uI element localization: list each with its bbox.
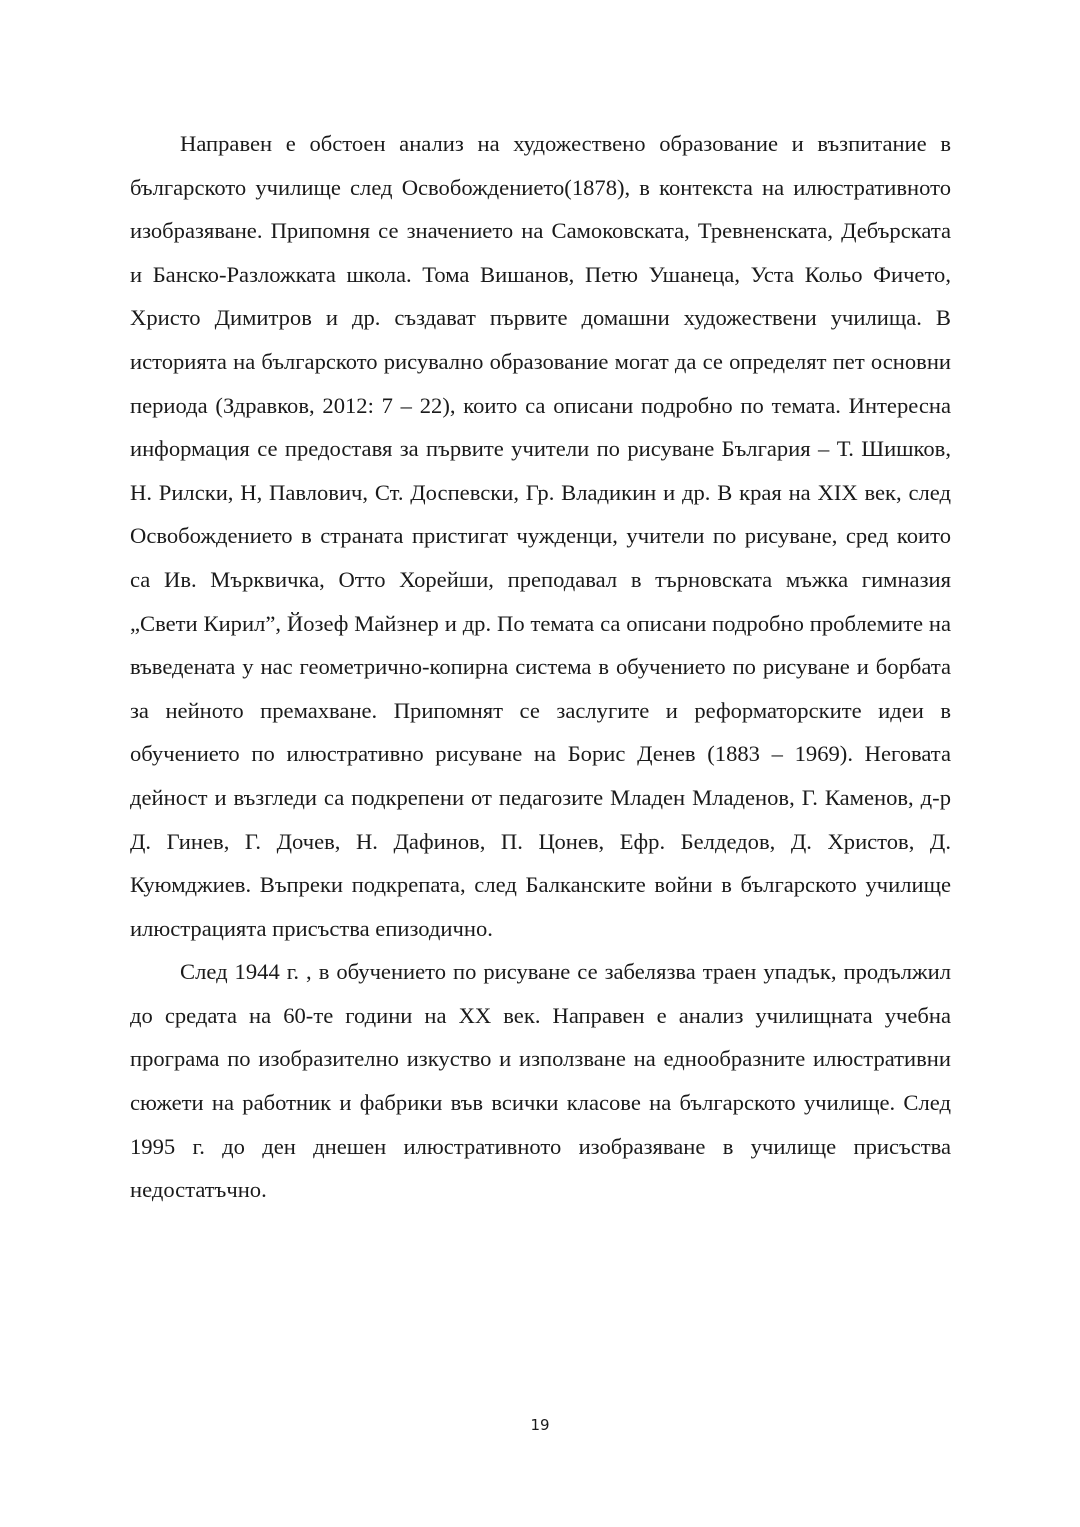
paragraph-1: Направен е обстоен анализ на художествено образование и възпитание в българското училище след Освобождението(1878), в контекста на илюстративното изобразяване. Припомня се значението на Самоковската, Тревненската, Дебърската и Банско-Разложката школа. Тома Вишанов, Петю Ушанеца, Уста Кольо Фичето, Христо Димитров и др. създават първите домашни художествени училища. В историята на българското рисувално образование могат да се определят пет основни периода (Здравков, 2012: 7 – 22), които са описани подробно по темата. Интересна информация се предоставя за първите учители по рисуване България – Т. Шишков, Н. Рилски, Н, Павлович, Ст. Доспевски, Гр. Владикин и др. В края на XIX век, след Освобождението в страната пристигат чужденци, учители по рисуване, сред които са Ив. Мърквичка, Отто Хорейши, преподавал в търновската мъжка гимназия „Свети Кирил”, Йозеф Майзнер и др. По темата са описани подробно проблемите на въведената у нас геометрично-копирна система в обучението по рисуване и борбата за нейното премахване. Припомнят се заслугите и реформаторските идеи в обучението по илюстративно рисуване на Борис Денев (1883 – 1969). Неговата дейност и възгледи са подкрепени от педагозите Младен Младенов, Г. Каменов, д-р Д. Гинев, Г. Дочев, Н. Дафинов, П. Цонев, Ефр. Белдедов, Д. Христов, Д. Куюмджиев. Въпреки подкрепата, след Балканските войни в българското училище илюстрацията присъства епизодично. [130,131,951,941]
body-text [130,122,951,1212]
page-number: 19 [530,1416,550,1434]
paragraph-2: След 1944 г. , в обучението по рисуване се забелязва траен упадък, продължил до средата на 60-те години на XX век. Направен е анализ училищната учебна програма по изобразително изкуство и използване на еднообразните илюстративни сюжети на работник и фабрики във всички класове на българското училище. След 1995 г. до ден днешен илюстративното изобразяване в училище присъства недостатъчно. [130,959,951,1203]
